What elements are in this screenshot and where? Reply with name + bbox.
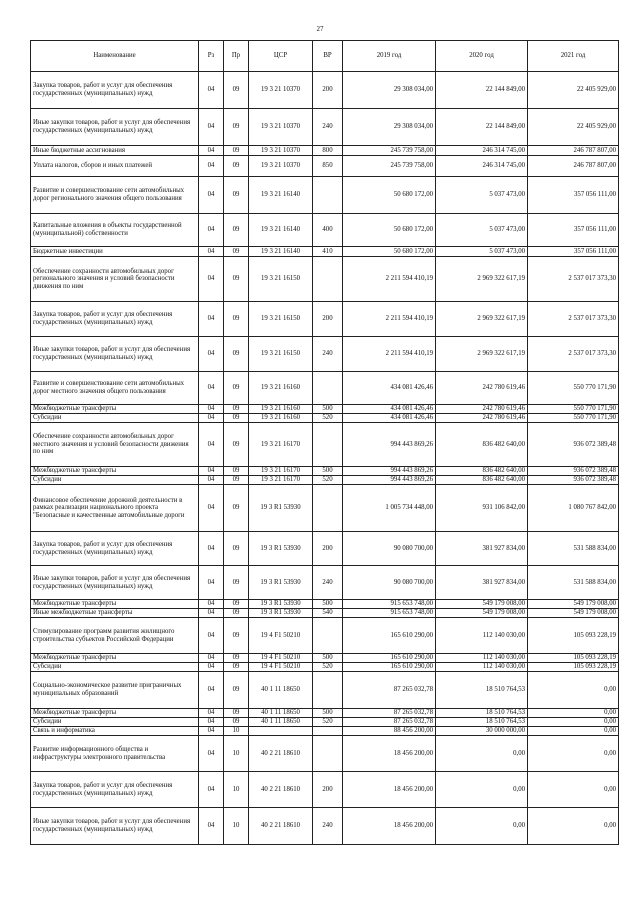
row-amount-2021: 936 072 389,48	[528, 476, 619, 485]
row-rz: 04	[199, 654, 224, 663]
table-row	[31, 405, 619, 414]
table-row	[31, 736, 619, 772]
row-amount-2020: 0,00	[436, 736, 528, 772]
row-amount-2020: 22 144 849,00	[436, 72, 528, 109]
row-vr: 800	[313, 146, 343, 156]
row-csr: 40 2 21 18610	[249, 808, 313, 845]
table-row	[31, 414, 619, 423]
row-amount-2021: 246 787 807,00	[528, 156, 619, 177]
header-csr: ЦСР	[249, 41, 313, 72]
row-rz: 04	[199, 414, 224, 423]
row-vr	[313, 372, 343, 405]
row-amount-2021: 357 056 111,00	[528, 247, 619, 257]
row-name: Межбюджетные трансферты	[31, 405, 199, 414]
row-name: Иные межбюджетные трансферты	[31, 609, 199, 618]
row-rz: 04	[199, 337, 224, 372]
row-vr: 200	[313, 532, 343, 566]
row-vr	[313, 485, 343, 532]
row-amount-2019: 87 265 032,78	[343, 718, 436, 727]
table-header	[31, 41, 619, 72]
row-name: Закупка товаров, работ и услуг для обеспечения государственных (муниципальных) нужд	[31, 772, 199, 808]
row-rz: 04	[199, 566, 224, 600]
row-pr: 09	[224, 423, 249, 467]
header-name: Наименование	[31, 41, 199, 72]
table-row	[31, 337, 619, 372]
row-amount-2021: 0,00	[528, 808, 619, 845]
row-pr: 09	[224, 156, 249, 177]
row-pr: 09	[224, 672, 249, 709]
row-pr: 09	[224, 214, 249, 247]
row-name: Обеспечение сохранности автомобильных дорог регионального значения и условий безопасности движения по ним	[31, 257, 199, 302]
row-amount-2019: 87 265 032,78	[343, 709, 436, 718]
row-amount-2020: 242 780 619,46	[436, 405, 528, 414]
row-amount-2019: 18 456 200,00	[343, 808, 436, 845]
row-amount-2020: 242 780 619,46	[436, 414, 528, 423]
table-row	[31, 727, 619, 736]
row-name: Субсидии	[31, 476, 199, 485]
row-amount-2020: 5 037 473,00	[436, 214, 528, 247]
row-vr: 240	[313, 109, 343, 146]
table-row	[31, 600, 619, 609]
row-amount-2021: 550 770 171,90	[528, 405, 619, 414]
row-pr: 09	[224, 476, 249, 485]
row-name: Иные закупки товаров, работ и услуг для обеспечения государственных (муниципальных) нужд	[31, 808, 199, 845]
row-rz: 04	[199, 72, 224, 109]
row-amount-2019: 2 211 594 410,19	[343, 302, 436, 337]
row-amount-2020: 381 927 834,00	[436, 532, 528, 566]
row-rz: 04	[199, 476, 224, 485]
row-pr: 09	[224, 566, 249, 600]
row-csr: 19 3 R1 53930	[249, 566, 313, 600]
row-vr: 500	[313, 600, 343, 609]
row-amount-2019: 88 456 200,00	[343, 727, 436, 736]
row-amount-2020: 381 927 834,00	[436, 566, 528, 600]
row-csr: 40 1 11 18650	[249, 672, 313, 709]
row-amount-2020: 18 510 764,53	[436, 672, 528, 709]
row-csr: 19 3 21 16160	[249, 414, 313, 423]
row-csr: 19 3 21 16160	[249, 405, 313, 414]
table-row	[31, 156, 619, 177]
row-amount-2019: 245 739 758,00	[343, 156, 436, 177]
table-row	[31, 609, 619, 618]
row-amount-2021: 550 770 171,90	[528, 414, 619, 423]
row-pr: 09	[224, 467, 249, 476]
row-name: Финансовое обеспечение дорожной деятельности в рамках реализации национального проекта "Безопасные и качественные автомобильные дороги	[31, 485, 199, 532]
table-row	[31, 257, 619, 302]
row-vr: 240	[313, 808, 343, 845]
table-row	[31, 177, 619, 214]
row-csr: 19 3 21 10370	[249, 109, 313, 146]
row-csr: 19 3 21 10370	[249, 156, 313, 177]
row-rz: 04	[199, 257, 224, 302]
header-2020: 2020 год	[436, 41, 528, 72]
row-amount-2020: 112 140 030,00	[436, 618, 528, 654]
table-row	[31, 247, 619, 257]
row-name: Иные закупки товаров, работ и услуг для обеспечения государственных (муниципальных) нужд	[31, 109, 199, 146]
row-amount-2020: 931 106 842,00	[436, 485, 528, 532]
row-pr: 09	[224, 146, 249, 156]
row-name: Капитальные вложения в объекты государственной (муниципальной) собственности	[31, 214, 199, 247]
row-name: Стимулирование программ развития жилищного строительства субъектов Российской Федерации	[31, 618, 199, 654]
row-name: Межбюджетные трансферты	[31, 600, 199, 609]
table-row	[31, 372, 619, 405]
row-rz: 04	[199, 156, 224, 177]
row-amount-2021: 549 179 008,00	[528, 609, 619, 618]
table-row	[31, 672, 619, 709]
row-amount-2019: 50 680 172,00	[343, 214, 436, 247]
header-vr: ВР	[313, 41, 343, 72]
row-amount-2021: 105 093 228,19	[528, 663, 619, 672]
row-pr: 09	[224, 485, 249, 532]
row-amount-2019: 87 265 032,78	[343, 672, 436, 709]
row-amount-2021: 1 080 767 842,00	[528, 485, 619, 532]
row-amount-2020: 30 000 000,00	[436, 727, 528, 736]
row-rz: 04	[199, 727, 224, 736]
row-amount-2020: 836 482 640,00	[436, 467, 528, 476]
row-vr: 850	[313, 156, 343, 177]
row-amount-2020: 5 037 473,00	[436, 247, 528, 257]
row-vr	[313, 727, 343, 736]
row-amount-2019: 915 653 748,00	[343, 609, 436, 618]
row-pr: 09	[224, 600, 249, 609]
row-pr: 09	[224, 337, 249, 372]
row-rz: 04	[199, 467, 224, 476]
row-vr: 520	[313, 663, 343, 672]
row-vr: 500	[313, 654, 343, 663]
table-row	[31, 532, 619, 566]
row-rz: 04	[199, 600, 224, 609]
row-amount-2019: 994 443 869,26	[343, 467, 436, 476]
row-amount-2019: 18 456 200,00	[343, 736, 436, 772]
row-csr: 19 3 R1 53930	[249, 485, 313, 532]
row-csr: 19 3 21 10370	[249, 72, 313, 109]
row-pr: 09	[224, 372, 249, 405]
row-name: Развитие и совершенствование сети автомобильных дорог регионального значения общего пользования	[31, 177, 199, 214]
row-rz: 04	[199, 372, 224, 405]
header-rz: Рз	[199, 41, 224, 72]
row-amount-2020: 246 314 745,00	[436, 156, 528, 177]
row-pr: 09	[224, 177, 249, 214]
row-name: Развитие информационного общества и инфраструктуры электронного правительства	[31, 736, 199, 772]
row-pr: 10	[224, 808, 249, 845]
row-amount-2021: 0,00	[528, 709, 619, 718]
row-rz: 04	[199, 672, 224, 709]
row-pr: 09	[224, 257, 249, 302]
row-pr: 09	[224, 405, 249, 414]
row-pr: 10	[224, 727, 249, 736]
row-amount-2021: 357 056 111,00	[528, 177, 619, 214]
row-rz: 04	[199, 485, 224, 532]
row-amount-2019: 29 308 034,00	[343, 109, 436, 146]
header-2019: 2019 год	[343, 41, 436, 72]
row-amount-2020: 18 510 764,53	[436, 709, 528, 718]
row-name: Субсидии	[31, 663, 199, 672]
row-amount-2021: 22 405 929,00	[528, 109, 619, 146]
row-amount-2021: 936 072 389,48	[528, 423, 619, 467]
row-name: Закупка товаров, работ и услуг для обеспечения государственных (муниципальных) нужд	[31, 532, 199, 566]
row-vr	[313, 423, 343, 467]
row-amount-2019: 2 211 594 410,19	[343, 337, 436, 372]
row-amount-2019: 2 211 594 410,19	[343, 257, 436, 302]
row-csr: 40 2 21 18610	[249, 772, 313, 808]
row-csr: 19 4 F1 50210	[249, 654, 313, 663]
row-vr: 520	[313, 718, 343, 727]
table-row	[31, 214, 619, 247]
row-amount-2021: 2 537 017 373,30	[528, 257, 619, 302]
row-vr: 200	[313, 302, 343, 337]
row-name: Закупка товаров, работ и услуг для обеспечения государственных (муниципальных) нужд	[31, 302, 199, 337]
row-vr: 520	[313, 414, 343, 423]
row-vr: 500	[313, 467, 343, 476]
row-vr: 500	[313, 405, 343, 414]
row-amount-2020: 242 780 619,46	[436, 372, 528, 405]
row-amount-2019: 18 456 200,00	[343, 772, 436, 808]
row-name: Субсидии	[31, 414, 199, 423]
row-pr: 09	[224, 718, 249, 727]
row-amount-2020: 5 037 473,00	[436, 177, 528, 214]
row-name: Иные бюджетные ассигнования	[31, 146, 199, 156]
row-amount-2019: 434 081 426,46	[343, 405, 436, 414]
row-amount-2021: 531 588 834,00	[528, 566, 619, 600]
row-rz: 04	[199, 532, 224, 566]
row-pr: 09	[224, 709, 249, 718]
row-rz: 04	[199, 177, 224, 214]
table-row	[31, 109, 619, 146]
row-vr: 240	[313, 337, 343, 372]
row-rz: 04	[199, 663, 224, 672]
row-pr: 10	[224, 772, 249, 808]
page-number: 27	[316, 25, 324, 33]
row-amount-2019: 994 443 869,26	[343, 476, 436, 485]
row-csr: 19 3 21 16170	[249, 423, 313, 467]
row-amount-2021: 0,00	[528, 772, 619, 808]
row-amount-2020: 0,00	[436, 808, 528, 845]
table-row	[31, 476, 619, 485]
row-csr: 19 4 F1 50210	[249, 618, 313, 654]
table-row	[31, 663, 619, 672]
row-amount-2021: 2 537 017 373,30	[528, 302, 619, 337]
row-pr: 09	[224, 72, 249, 109]
row-vr: 540	[313, 609, 343, 618]
row-pr: 09	[224, 654, 249, 663]
row-amount-2021: 22 405 929,00	[528, 72, 619, 109]
table-row	[31, 808, 619, 845]
row-csr: 40 1 11 18650	[249, 709, 313, 718]
row-vr: 520	[313, 476, 343, 485]
row-pr: 09	[224, 302, 249, 337]
row-name: Связь и информатика	[31, 727, 199, 736]
row-name: Обеспечение сохранности автомобильных дорог местного значения и условий безопасности движения по ним	[31, 423, 199, 467]
row-name: Субсидии	[31, 718, 199, 727]
row-amount-2021: 0,00	[528, 727, 619, 736]
row-amount-2020: 246 314 745,00	[436, 146, 528, 156]
row-name: Межбюджетные трансферты	[31, 709, 199, 718]
row-csr: 19 3 21 16140	[249, 247, 313, 257]
row-amount-2021: 105 093 228,19	[528, 654, 619, 663]
row-csr: 40 2 21 18610	[249, 736, 313, 772]
row-amount-2021: 0,00	[528, 672, 619, 709]
row-amount-2021: 550 770 171,90	[528, 372, 619, 405]
table-row	[31, 467, 619, 476]
budget-table	[30, 40, 619, 845]
row-csr: 19 3 21 10370	[249, 146, 313, 156]
row-csr: 19 3 R1 53930	[249, 609, 313, 618]
row-amount-2020: 549 179 008,00	[436, 609, 528, 618]
row-vr: 240	[313, 566, 343, 600]
row-csr	[249, 727, 313, 736]
row-vr: 400	[313, 214, 343, 247]
row-amount-2020: 0,00	[436, 772, 528, 808]
row-name: Закупка товаров, работ и услуг для обеспечения государственных (муниципальных) нужд	[31, 72, 199, 109]
row-pr: 09	[224, 414, 249, 423]
row-amount-2020: 836 482 640,00	[436, 476, 528, 485]
row-amount-2019: 165 610 290,00	[343, 654, 436, 663]
row-csr: 19 3 21 16150	[249, 337, 313, 372]
row-csr: 40 1 11 18650	[249, 718, 313, 727]
row-rz: 04	[199, 736, 224, 772]
row-name: Иные закупки товаров, работ и услуг для обеспечения государственных (муниципальных) нужд	[31, 566, 199, 600]
row-amount-2021: 0,00	[528, 736, 619, 772]
table-row	[31, 485, 619, 532]
table-row	[31, 709, 619, 718]
row-vr	[313, 736, 343, 772]
row-amount-2020: 112 140 030,00	[436, 663, 528, 672]
row-rz: 04	[199, 618, 224, 654]
row-amount-2021: 0,00	[528, 718, 619, 727]
row-amount-2019: 90 080 700,00	[343, 532, 436, 566]
row-amount-2019: 245 739 758,00	[343, 146, 436, 156]
row-amount-2020: 836 482 640,00	[436, 423, 528, 467]
row-pr: 09	[224, 532, 249, 566]
row-pr: 10	[224, 736, 249, 772]
row-name: Уплата налогов, сборов и иных платежей	[31, 156, 199, 177]
table-row	[31, 302, 619, 337]
row-vr	[313, 177, 343, 214]
row-name: Межбюджетные трансферты	[31, 467, 199, 476]
row-rz: 04	[199, 405, 224, 414]
row-vr	[313, 618, 343, 654]
row-pr: 09	[224, 663, 249, 672]
table-row	[31, 618, 619, 654]
row-vr: 200	[313, 72, 343, 109]
row-amount-2020: 549 179 008,00	[436, 600, 528, 609]
table-row	[31, 718, 619, 727]
row-amount-2020: 22 144 849,00	[436, 109, 528, 146]
row-amount-2020: 112 140 030,00	[436, 654, 528, 663]
row-rz: 04	[199, 609, 224, 618]
row-rz: 04	[199, 709, 224, 718]
row-rz: 04	[199, 423, 224, 467]
row-csr: 19 3 21 16140	[249, 214, 313, 247]
row-vr	[313, 672, 343, 709]
row-rz: 04	[199, 772, 224, 808]
row-amount-2019: 434 081 426,46	[343, 414, 436, 423]
row-rz: 04	[199, 146, 224, 156]
table-row	[31, 146, 619, 156]
row-csr: 19 3 R1 53930	[249, 600, 313, 609]
row-vr: 200	[313, 772, 343, 808]
row-amount-2019: 50 680 172,00	[343, 247, 436, 257]
row-csr: 19 3 21 16160	[249, 372, 313, 405]
row-rz: 04	[199, 302, 224, 337]
row-rz: 04	[199, 247, 224, 257]
row-csr: 19 4 F1 50210	[249, 663, 313, 672]
row-amount-2020: 2 969 322 617,19	[436, 257, 528, 302]
row-pr: 09	[224, 609, 249, 618]
row-csr: 19 3 21 16170	[249, 467, 313, 476]
row-rz: 04	[199, 718, 224, 727]
row-vr: 410	[313, 247, 343, 257]
row-pr: 09	[224, 618, 249, 654]
row-vr: 500	[313, 709, 343, 718]
row-csr: 19 3 21 16170	[249, 476, 313, 485]
row-amount-2021: 246 787 807,00	[528, 146, 619, 156]
header-pr: Пр	[224, 41, 249, 72]
row-csr: 19 3 21 16140	[249, 177, 313, 214]
row-amount-2021: 531 588 834,00	[528, 532, 619, 566]
row-amount-2019: 165 610 290,00	[343, 663, 436, 672]
row-amount-2019: 29 308 034,00	[343, 72, 436, 109]
row-csr: 19 3 R1 53930	[249, 532, 313, 566]
row-pr: 09	[224, 109, 249, 146]
table-row	[31, 566, 619, 600]
row-amount-2019: 994 443 869,26	[343, 423, 436, 467]
table-row	[31, 72, 619, 109]
row-name: Иные закупки товаров, работ и услуг для обеспечения государственных (муниципальных) нужд	[31, 337, 199, 372]
row-amount-2021: 105 093 228,19	[528, 618, 619, 654]
row-amount-2021: 357 056 111,00	[528, 214, 619, 247]
row-amount-2019: 90 080 700,00	[343, 566, 436, 600]
row-amount-2019: 434 081 426,46	[343, 372, 436, 405]
row-name: Развитие и совершенствование сети автомобильных дорог местного значения общего пользования	[31, 372, 199, 405]
row-csr: 19 3 21 16150	[249, 257, 313, 302]
row-amount-2019: 50 680 172,00	[343, 177, 436, 214]
row-amount-2019: 165 610 290,00	[343, 618, 436, 654]
table-row	[31, 423, 619, 467]
header-2021: 2021 год	[528, 41, 619, 72]
row-rz: 04	[199, 109, 224, 146]
row-amount-2020: 18 510 764,53	[436, 718, 528, 727]
row-amount-2019: 915 653 748,00	[343, 600, 436, 609]
row-amount-2021: 2 537 017 373,30	[528, 337, 619, 372]
row-name: Социально-экономическое развитие приграничных муниципальных образований	[31, 672, 199, 709]
row-amount-2020: 2 969 322 617,19	[436, 337, 528, 372]
row-name: Межбюджетные трансферты	[31, 654, 199, 663]
table-row	[31, 772, 619, 808]
row-pr: 09	[224, 247, 249, 257]
row-rz: 04	[199, 808, 224, 845]
row-amount-2021: 549 179 008,00	[528, 600, 619, 609]
row-vr	[313, 257, 343, 302]
row-csr: 19 3 21 16150	[249, 302, 313, 337]
table-row	[31, 654, 619, 663]
row-amount-2019: 1 005 734 448,00	[343, 485, 436, 532]
row-rz: 04	[199, 214, 224, 247]
row-amount-2021: 936 072 389,48	[528, 467, 619, 476]
row-name: Бюджетные инвестиции	[31, 247, 199, 257]
row-amount-2020: 2 969 322 617,19	[436, 302, 528, 337]
